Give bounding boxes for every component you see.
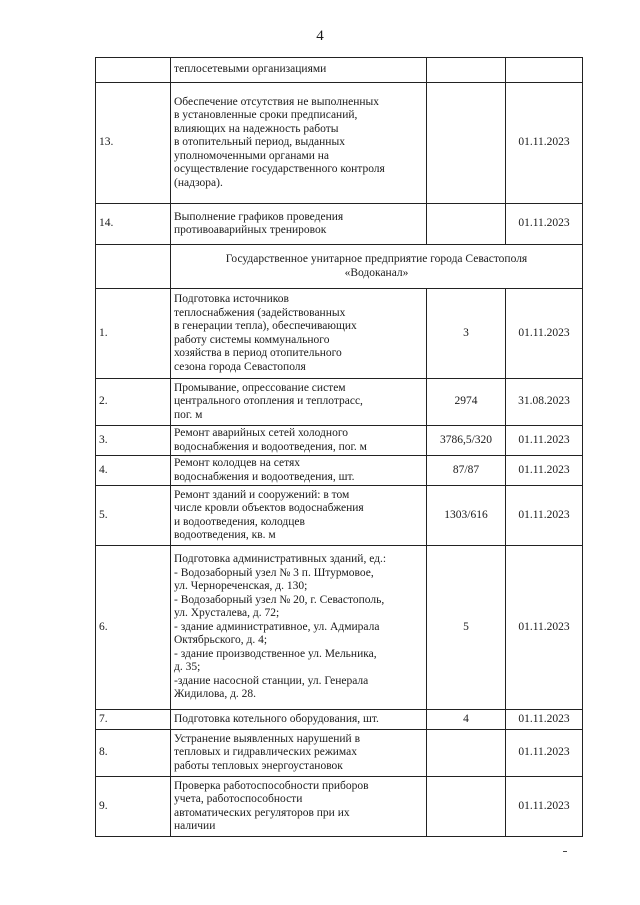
row-number: 3. — [96, 426, 171, 456]
table-row — [96, 426, 583, 456]
table-row — [96, 486, 583, 546]
row-quantity — [427, 730, 506, 777]
row-quantity: 3786,5/320 — [427, 426, 506, 456]
row-description: Обеспечение отсутствия не выполненных в установленные сроки предписаний, влияющих на надежность работы в отопительный период, выданных уполномоченными органами на осуществление государственного контроля (надзора). — [171, 83, 427, 204]
row-number: 2. — [96, 379, 171, 426]
table-row — [96, 204, 583, 245]
scan-mark — [563, 851, 567, 852]
row-quantity — [427, 58, 506, 83]
row-number: 9. — [96, 777, 171, 837]
row-number: 13. — [96, 83, 171, 204]
row-deadline: 01.11.2023 — [506, 426, 583, 456]
row-deadline: 01.11.2023 — [506, 546, 583, 710]
row-number: 1. — [96, 289, 171, 379]
empty-num-cell — [96, 245, 171, 289]
row-number: 6. — [96, 546, 171, 710]
table-body-after — [96, 289, 583, 837]
row-quantity — [427, 204, 506, 245]
page-number: 4 — [316, 28, 324, 44]
table-row — [96, 58, 583, 83]
row-quantity — [427, 83, 506, 204]
row-deadline: 01.11.2023 — [506, 777, 583, 837]
row-quantity: 5 — [427, 546, 506, 710]
section-header — [96, 245, 583, 289]
row-description: Выполнение графиков проведения противоаварийных тренировок — [171, 204, 427, 245]
row-deadline: 01.11.2023 — [506, 83, 583, 204]
schedule-table — [95, 57, 583, 837]
row-deadline: 01.11.2023 — [506, 204, 583, 245]
section-row — [96, 245, 583, 289]
row-deadline: 01.11.2023 — [506, 289, 583, 379]
row-description: Ремонт аварийных сетей холодного водоснабжения и водоотведения, пог. м — [171, 426, 427, 456]
row-quantity: 1303/616 — [427, 486, 506, 546]
row-quantity: 4 — [427, 710, 506, 730]
row-deadline — [506, 58, 583, 83]
row-number: 7. — [96, 710, 171, 730]
row-description: Подготовка котельного оборудования, шт. — [171, 710, 427, 730]
row-number: 8. — [96, 730, 171, 777]
table-row — [96, 710, 583, 730]
row-quantity: 3 — [427, 289, 506, 379]
row-number: 4. — [96, 456, 171, 486]
row-number: 5. — [96, 486, 171, 546]
table-row — [96, 83, 583, 204]
row-description: Проверка работоспособности приборов учета, работоспособности автоматических регуляторов при их наличии — [171, 777, 427, 837]
section-title: Государственное унитарное предприятие города Севастополя «Водоканал» — [171, 245, 583, 289]
row-quantity: 87/87 — [427, 456, 506, 486]
row-quantity — [427, 777, 506, 837]
row-description: Устранение выявленных нарушений в тепловых и гидравлических режимах работы тепловых энергоустановок — [171, 730, 427, 777]
table-row — [96, 379, 583, 426]
table-body-before — [96, 58, 583, 245]
row-description: Промывание, опрессование систем центрального отопления и теплотрасс, пог. м — [171, 379, 427, 426]
row-deadline: 01.11.2023 — [506, 730, 583, 777]
row-deadline: 01.11.2023 — [506, 710, 583, 730]
row-description: теплосетевыми организациями — [171, 58, 427, 83]
row-deadline: 31.08.2023 — [506, 379, 583, 426]
row-number — [96, 58, 171, 83]
table-row — [96, 730, 583, 777]
table-row — [96, 289, 583, 379]
table-row — [96, 546, 583, 710]
row-deadline: 01.11.2023 — [506, 456, 583, 486]
table-row — [96, 777, 583, 837]
row-number: 14. — [96, 204, 171, 245]
row-description: Подготовка источников теплоснабжения (задействованных в генерации тепла), обеспечивающих работу системы коммунального хозяйства в период отопительного сезона города Севастополя — [171, 289, 427, 379]
row-description: Ремонт зданий и сооружений: в том числе кровли объектов водоснабжения и водоотведения, колодцев водоотведения, кв. м — [171, 486, 427, 546]
row-deadline: 01.11.2023 — [506, 486, 583, 546]
row-description: Подготовка административных зданий, ед.: - Водозаборный узел № 3 п. Штурмовое, ул. Чернореченская, д. 130; - Водозаборный узел № 20, г. Севастополь, ул. Хрусталева, д. 72; - здание административное, ул. Адмирала Октябрьского, д. 4; - здание производственное ул. Мельника, д. 35; -здание насосной станции, ул. Генерала Жидилова, д. 28. — [171, 546, 427, 710]
row-description: Ремонт колодцев на сетях водоснабжения и водоотведения, шт. — [171, 456, 427, 486]
row-quantity: 2974 — [427, 379, 506, 426]
table-row — [96, 456, 583, 486]
